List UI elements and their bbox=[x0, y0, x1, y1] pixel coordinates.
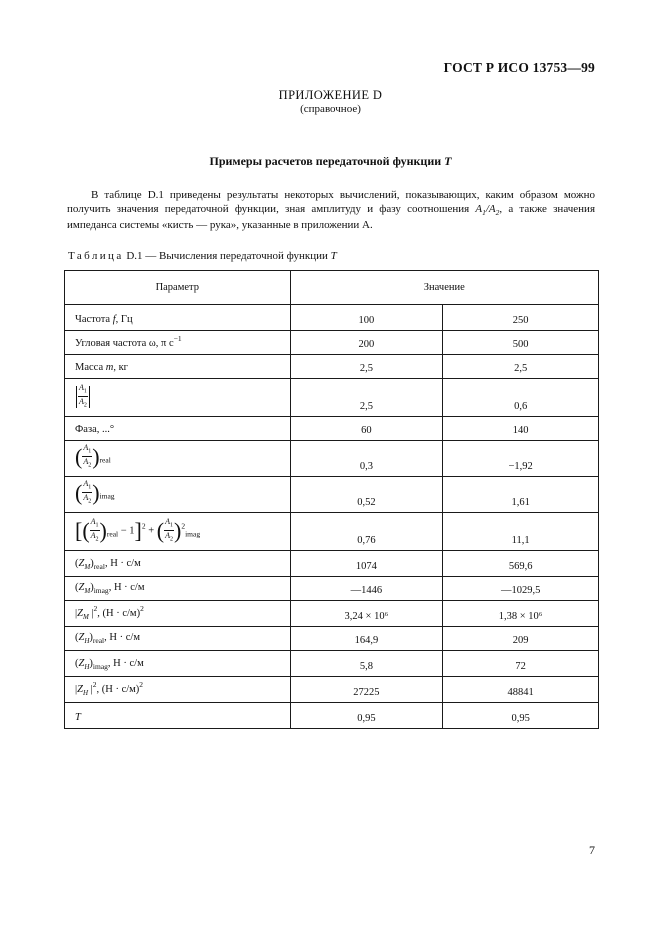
value-250hz-cell: 1,61 bbox=[443, 477, 599, 513]
table-caption-text: D.1 — Вычисления передаточной функции T bbox=[126, 250, 337, 262]
table-row bbox=[65, 355, 599, 379]
value-100hz-cell: —1446 bbox=[290, 577, 443, 601]
value-250hz-cell: 1,38 × 10⁶ bbox=[443, 601, 599, 627]
value-250hz-cell: 0,95 bbox=[443, 703, 599, 729]
value-100hz-cell: 2,5 bbox=[290, 379, 443, 417]
header-value: Значение bbox=[290, 271, 598, 305]
intro-text-1: В таблице D.1 приведены результаты некоторых вычислений, показывающих, каким образом можно получить значения передаточной функции, зная амплитуду и фазу соотношения bbox=[67, 189, 595, 215]
table-row bbox=[65, 651, 599, 677]
table-row bbox=[65, 627, 599, 651]
table-row bbox=[65, 577, 599, 601]
value-100hz-cell: 60 bbox=[290, 417, 443, 441]
value-100hz-cell: 1074 bbox=[290, 551, 443, 577]
value-100hz-cell: 0,3 bbox=[290, 441, 443, 477]
page-number: 7 bbox=[589, 843, 595, 857]
param-cell: T bbox=[65, 703, 291, 729]
document-header: ГОСТ Р ИСО 13753—99 bbox=[443, 60, 595, 75]
intro-paragraph bbox=[67, 189, 595, 233]
intro-ratio: $A_1/A_2$ bbox=[475, 202, 500, 217]
table-row bbox=[65, 551, 599, 577]
table-caption bbox=[68, 250, 337, 262]
table-row bbox=[65, 601, 599, 627]
value-250hz-cell: −1,92 bbox=[443, 441, 599, 477]
value-250hz-cell: 72 bbox=[443, 651, 599, 677]
param-cell: [( $\frac{A_1}{A_2}$ )$_{real} - 1]^2$ + ( $\frac{A_1}{A_2}$ )$^2_{imag}$ bbox=[65, 513, 291, 551]
value-250hz-cell: 140 bbox=[443, 417, 599, 441]
value-100hz-cell: 200 bbox=[290, 331, 443, 355]
appendix-title: ПРИЛОЖЕНИЕ D bbox=[278, 88, 383, 102]
param-cell: Частота f, Гц bbox=[65, 305, 291, 331]
value-100hz-cell: 0,95 bbox=[290, 703, 443, 729]
value-250hz-cell: —1029,5 bbox=[443, 577, 599, 601]
value-250hz-cell: 11,1 bbox=[443, 513, 599, 551]
param-cell: Угловая частота ω, π $с^{-1}$ bbox=[65, 331, 291, 355]
value-250hz-cell: 569,6 bbox=[443, 551, 599, 577]
param-cell: ( $\frac{A_1}{A_2}$ )$_{imag}$ bbox=[65, 477, 291, 513]
value-100hz-cell: 164,9 bbox=[290, 627, 443, 651]
table-row bbox=[65, 477, 599, 513]
value-250hz-cell: 0,6 bbox=[443, 379, 599, 417]
table-row bbox=[65, 513, 599, 551]
value-250hz-cell: 500 bbox=[443, 331, 599, 355]
param-cell: $|Z_M$ $|^2$, $(Н \cdot с/м)^2$ bbox=[65, 601, 291, 627]
table-row bbox=[65, 379, 599, 417]
value-100hz-cell: 2,5 bbox=[290, 355, 443, 379]
table-row bbox=[65, 417, 599, 441]
param-cell: $\frac{A_1}{A_2}$ bbox=[65, 379, 291, 417]
value-100hz-cell: 0,76 bbox=[290, 513, 443, 551]
table-row bbox=[65, 703, 599, 729]
value-100hz-cell: 0,52 bbox=[290, 477, 443, 513]
section-title: Примеры расчетов передаточной функции T bbox=[209, 154, 452, 168]
value-250hz-cell: 48841 bbox=[443, 677, 599, 703]
param-cell: ( $\frac{A_1}{A_2}$ )$_{real}$ bbox=[65, 441, 291, 477]
param-cell: $(Z_H)_{imag}$, Н · с/м bbox=[65, 651, 291, 677]
value-100hz-cell: 27225 bbox=[290, 677, 443, 703]
value-100hz-cell: 100 bbox=[290, 305, 443, 331]
table-row bbox=[65, 305, 599, 331]
appendix-subtitle: (справочное) bbox=[300, 103, 361, 115]
table-header-row bbox=[65, 271, 599, 305]
value-250hz-cell: 2,5 bbox=[443, 355, 599, 379]
header-param: Параметр bbox=[65, 271, 291, 305]
value-250hz-cell: 209 bbox=[443, 627, 599, 651]
value-100hz-cell: 3,24 × 10⁶ bbox=[290, 601, 443, 627]
value-100hz-cell: 5,8 bbox=[290, 651, 443, 677]
table-row bbox=[65, 331, 599, 355]
param-cell: $(Z_M)_{real}$, Н · с/м bbox=[65, 551, 291, 577]
param-cell: Фаза, ...° bbox=[65, 417, 291, 441]
intro-text-2: , а также значения импеданса системы «кисть — рука», указанные в приложении А. bbox=[67, 202, 596, 231]
data-table bbox=[64, 270, 599, 729]
value-250hz-cell: 250 bbox=[443, 305, 599, 331]
param-cell: $(Z_M)_{imag}$, Н · с/м bbox=[65, 577, 291, 601]
table-row bbox=[65, 441, 599, 477]
table-row bbox=[65, 677, 599, 703]
param-cell: Масса m, кг bbox=[65, 355, 291, 379]
param-cell: $|Z_H$ $|^2$, $(Н \cdot с/м)^2$ bbox=[65, 677, 291, 703]
param-cell: $(Z_H)_{real}$, Н · с/м bbox=[65, 627, 291, 651]
table-caption-prefix: Таблица bbox=[68, 250, 124, 262]
